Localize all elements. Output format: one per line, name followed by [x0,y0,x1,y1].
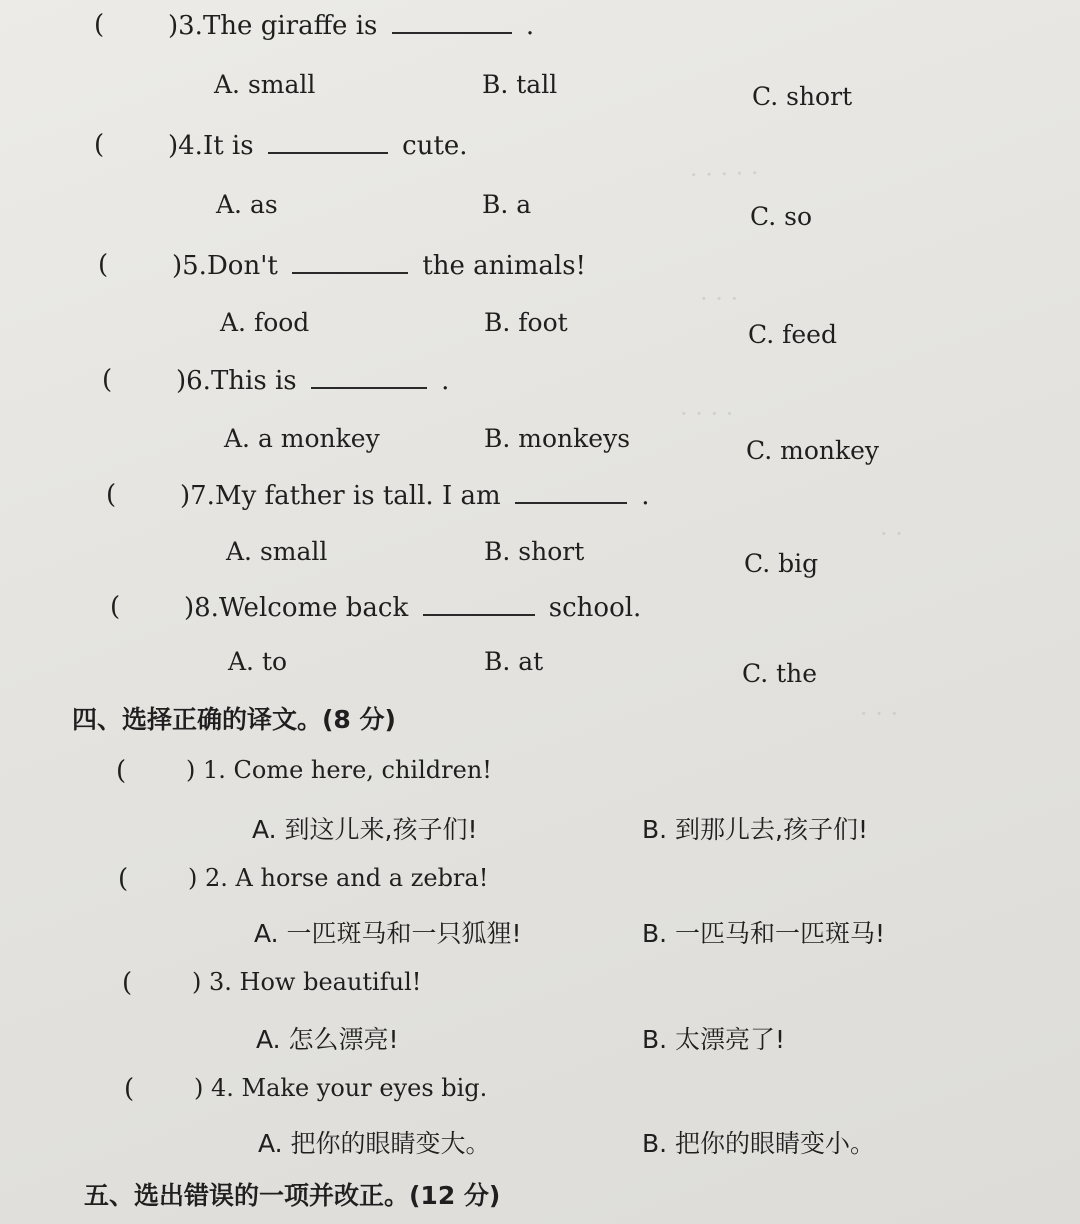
option-c[interactable]: C. feed [748,320,837,349]
bleed-through: · · [880,520,903,548]
answer-blank[interactable] [392,10,512,34]
answer-blank[interactable] [515,480,627,504]
answer-paren[interactable]: ( [122,968,133,998]
option-c[interactable]: C. the [742,659,818,688]
translation-question [194,1074,487,1102]
answer-blank[interactable] [292,250,408,274]
answer-paren[interactable]: ( [124,1074,135,1104]
question-text-before: My father is tall. I am [214,481,501,511]
question-number: )5. [172,251,207,281]
question-text-after: . [525,11,535,41]
option-a[interactable]: A. 把你的眼睛变大。 [258,1129,491,1158]
option-a[interactable]: A. 到这儿来,孩子们! [252,815,478,844]
question-text-before: The giraffe is [202,11,378,41]
translation-question [192,968,421,996]
question-stem [172,250,586,281]
section-5-heading: 五、选出错误的一项并改正。(12 分) [84,1181,501,1210]
answer-paren[interactable]: ( [118,864,129,894]
answer-blank[interactable] [268,130,388,154]
question-number: ) 3. [192,968,232,996]
question-text-before: Don't [206,251,278,281]
option-c[interactable]: C. so [750,202,813,231]
option-b[interactable]: B. monkeys [484,424,631,453]
answer-paren[interactable]: ( [116,756,127,786]
question-stem [176,365,449,396]
option-a[interactable]: A. 一匹斑马和一只狐狸! [254,919,522,948]
bleed-through: · · · · [680,400,734,428]
option-c[interactable]: C. short [752,82,853,111]
answer-paren[interactable]: ( [102,365,113,395]
question-number: ) 4. [194,1074,234,1102]
answer-paren[interactable]: ( [98,250,109,280]
section-4-heading: 四、选择正确的译文。(8 分) [72,705,396,734]
option-a[interactable]: A. as [216,190,278,219]
option-b[interactable]: B. a [482,190,532,219]
answer-blank[interactable] [423,592,535,616]
answer-paren[interactable]: ( [94,10,105,40]
translation-question [186,756,492,784]
question-number: )3. [168,11,203,41]
question-stem [180,480,649,511]
option-b[interactable]: B. 把你的眼睛变小。 [642,1129,876,1158]
question-number: ) 2. [188,864,228,892]
option-a[interactable]: A. small [226,537,328,566]
answer-paren[interactable]: ( [110,592,121,622]
option-b[interactable]: B. 到那儿去,孩子们! [642,815,869,844]
question-number: )6. [176,366,211,396]
bleed-through: · · · · · [689,158,760,190]
bleed-through: · · · [860,700,899,728]
question-text-before: Welcome back [218,593,409,623]
question-number: )4. [168,131,203,161]
question-number: )8. [184,593,219,623]
question-text-after: . [441,366,450,396]
question-text: Make your eyes big. [241,1074,488,1102]
question-text-before: This is [210,366,297,396]
option-a[interactable]: A. to [228,647,288,676]
option-b[interactable]: B. tall [482,70,558,99]
option-a[interactable]: A. food [220,308,310,337]
option-b[interactable]: B. 太漂亮了! [642,1025,786,1054]
question-text-before: It is [202,131,254,161]
question-text: Come here, children! [233,756,492,784]
question-stem [184,592,641,623]
answer-paren[interactable]: ( [94,130,105,160]
question-text-after: school. [548,593,642,623]
bleed-through: · · · [700,285,739,313]
answer-paren[interactable]: ( [106,480,117,510]
question-text-after: . [641,481,650,511]
answer-blank[interactable] [311,365,427,389]
option-c[interactable]: C. monkey [746,436,880,465]
option-c[interactable]: C. big [744,549,819,578]
question-stem [168,130,468,161]
question-text: How beautiful! [239,968,422,996]
option-b[interactable]: B. foot [484,308,568,337]
question-stem [168,10,534,41]
option-a[interactable]: A. a monkey [224,424,380,453]
question-text-after: the animals! [422,251,586,281]
question-number: ) 1. [186,756,226,784]
question-text: A horse and a zebra! [235,864,489,892]
question-text-after: cute. [402,131,468,161]
option-b[interactable]: B. short [484,537,585,566]
option-b[interactable]: B. at [484,647,544,676]
option-a[interactable]: A. 怎么漂亮! [256,1025,399,1054]
option-a[interactable]: A. small [214,70,316,99]
question-number: )7. [180,481,215,511]
translation-question [188,864,488,892]
option-b[interactable]: B. 一匹马和一匹斑马! [642,919,886,948]
